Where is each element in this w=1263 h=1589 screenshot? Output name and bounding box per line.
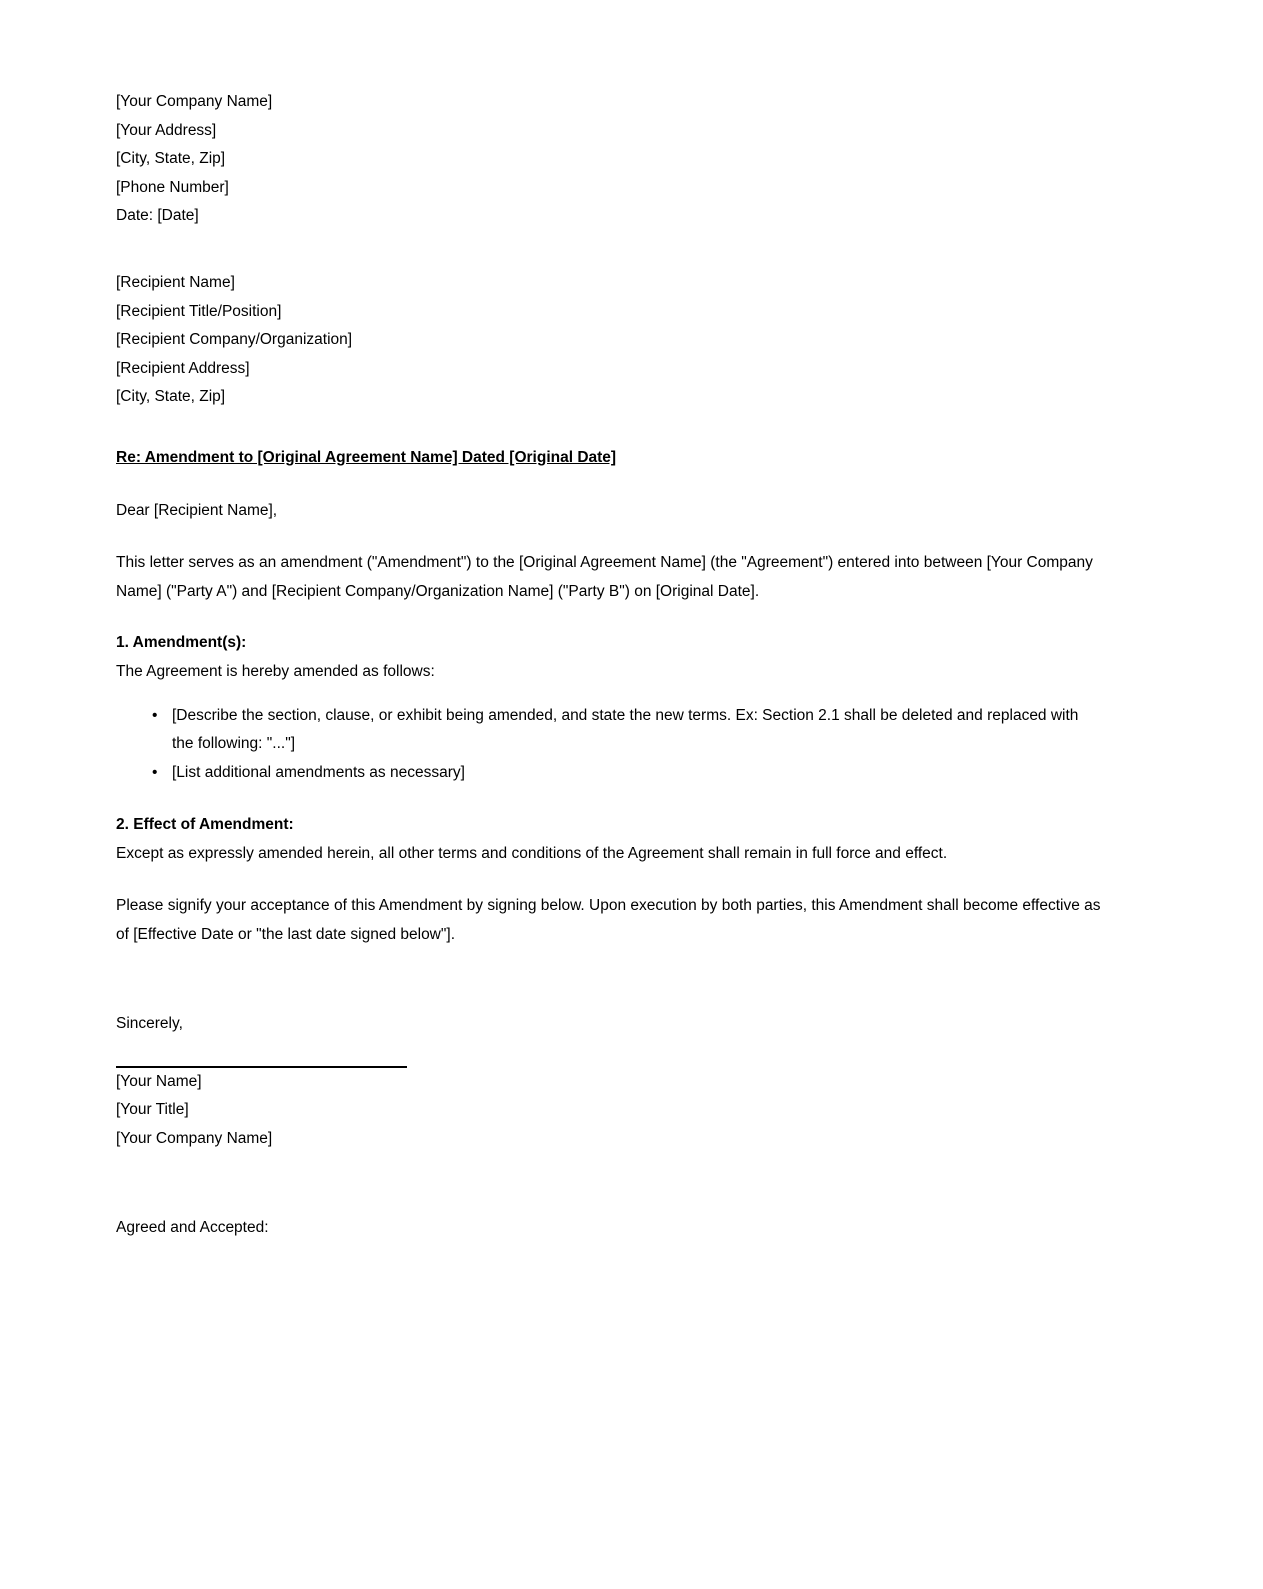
sender-address: [Your Address] (116, 121, 217, 139)
recipient-title: [Recipient Title/Position] (116, 302, 282, 320)
spacer-after-section-two (116, 868, 1101, 892)
recipient-address: [Recipient Address] (116, 359, 250, 377)
salutation: Dear [Recipient Name], (116, 501, 278, 519)
sender-date: Date: [Date] (116, 207, 199, 225)
spacer-after-salutation (116, 525, 1101, 549)
recipient-block (116, 269, 1101, 412)
spacer-before-bullets (116, 687, 1101, 702)
signer-company: [Your Company Name] (116, 1130, 273, 1148)
spacer-after-intro (116, 606, 1101, 629)
spacer-after-bullets (116, 787, 1101, 811)
section-one-heading: 1. Amendment(s): (116, 634, 247, 652)
section-two-heading: 2. Effect of Amendment: (116, 816, 294, 834)
section-two-body: Except as expressly amended herein, all other terms and conditions of the Agreement shall remain in full force and effect. (116, 844, 948, 862)
signer-title: [Your Title] (116, 1101, 189, 1119)
acceptance-label: Agreed and Accepted: (116, 1218, 269, 1236)
spacer-before-signature-rule (116, 1038, 1101, 1066)
sender-block (116, 88, 1101, 231)
spacer-before-acceptance (116, 1154, 1101, 1214)
list-item: • [Describe the section, clause, or exhibit being amended, and state the new terms. Ex: Section 2.1 shall be deleted and replaced with the following: "..."] (152, 702, 1101, 759)
list-item: • [List additional amendments as necessary] (152, 759, 1101, 788)
spacer-before-sincerely (116, 950, 1101, 1010)
signer-name: [Your Name] (116, 1072, 202, 1090)
closing-paragraph: Please signify your acceptance of this Amendment by signing below. Upon execution by both parties, this Amendment shall become effective as of [Effective Date or "the last date signed below"]. (116, 897, 1101, 944)
sincerely-line: Sincerely, (116, 1014, 183, 1032)
subject-line: Re: Amendment to [Original Agreement Name] Dated [Original Date] (116, 448, 617, 466)
sender-phone: [Phone Number] (116, 178, 229, 196)
amendment-bullet-list (116, 702, 1101, 788)
recipient-company: [Recipient Company/Organization] (116, 331, 353, 349)
recipient-city-state-zip: [City, State, Zip] (116, 388, 226, 406)
subject-line-wrapper (116, 444, 1101, 473)
spacer-after-sender (116, 231, 1101, 269)
sender-city-state-zip: [City, State, Zip] (116, 150, 226, 168)
spacer-after-recipient (116, 412, 1101, 444)
letter-body (116, 88, 1101, 1242)
signature-block (116, 1068, 1101, 1154)
sender-company: [Your Company Name] (116, 93, 273, 110)
section-one-lead-in: The Agreement is hereby amended as follows: (116, 662, 435, 680)
intro-paragraph: This letter serves as an amendment ("Amendment") to the [Original Agreement Name] (the "Agreement") entered into between [Your Company Name] ("Party A") and [Recipient Company/Organization Name] ("Party B") on [Original Date]. (116, 554, 1093, 600)
spacer-after-subject (116, 473, 1101, 497)
recipient-name: [Recipient Name] (116, 273, 235, 291)
